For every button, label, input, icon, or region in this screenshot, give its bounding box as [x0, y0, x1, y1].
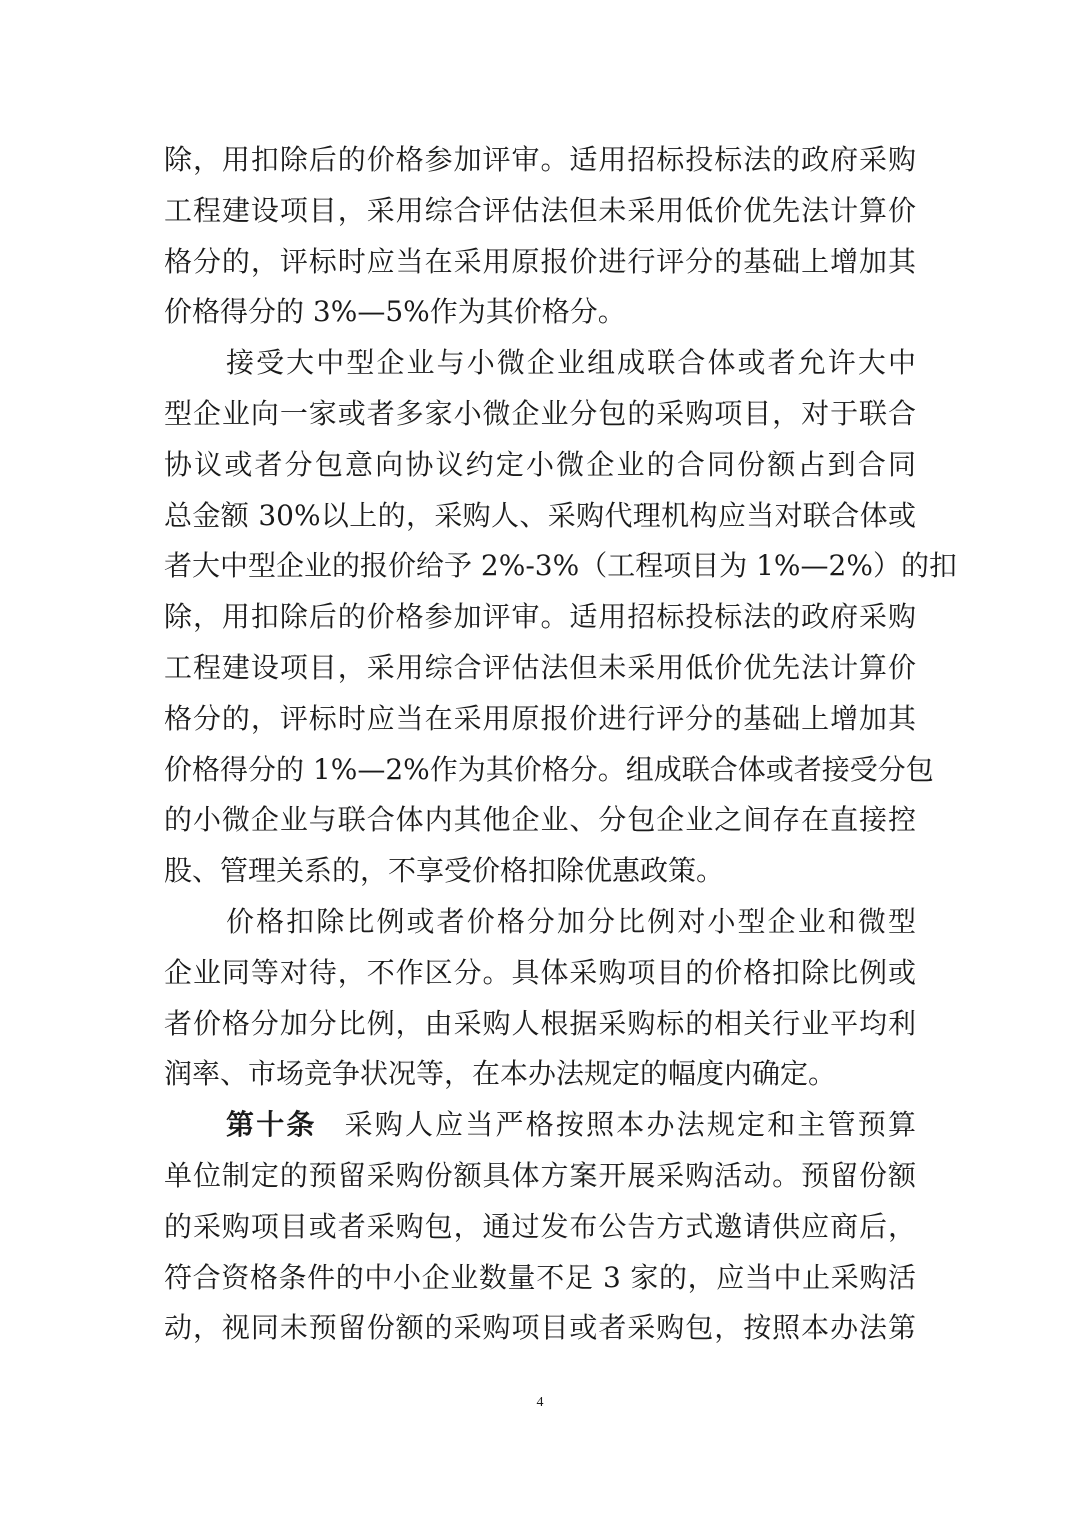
text-line: 价格得分的 1%—2%作为其价格分。组成联合体或者接受分包: [164, 752, 934, 786]
text-line: 价格扣除比例或者价格分加分比例对小型企业和微型: [226, 904, 916, 938]
article-text: 采购人应当严格按照本办法规定和主管预算: [344, 1108, 916, 1142]
text-line: 的采购项目或者采购包，通过发布公告方式邀请供应商后，: [164, 1209, 916, 1243]
text-line: 格分的，评标时应当在采用原报价进行评分的基础上增加其: [164, 701, 916, 735]
text-line: 格分的，评标时应当在采用原报价进行评分的基础上增加其: [164, 244, 916, 278]
text-line: 协议或者分包意向协议约定小微企业的合同份额占到合同: [164, 447, 916, 481]
text-line: 价格得分的 3%—5%作为其价格分。: [164, 295, 626, 329]
text-line: 润率、市场竞争状况等，在本办法规定的幅度内确定。: [164, 1057, 837, 1091]
text-line: 符合资格条件的中小企业数量不足 3 家的，应当中止采购活: [164, 1260, 916, 1294]
text-line: 动，视同未预留份额的采购项目或者采购包，按照本办法第: [164, 1311, 916, 1345]
text-line: 型企业向一家或者多家小微企业分包的采购项目，对于联合: [164, 396, 916, 430]
text-line: 工程建设项目，采用综合评估法但未采用低价优先法计算价: [164, 650, 916, 684]
text-line: 企业同等对待，不作区分。具体采购项目的价格扣除比例或: [164, 955, 916, 989]
text-line: 单位制定的预留采购份额具体方案开展采购活动。预留份额: [164, 1158, 916, 1192]
text-line: 工程建设项目，采用综合评估法但未采用低价优先法计算价: [164, 193, 916, 227]
text-line: 接受大中型企业与小微企业组成联合体或者允许大中: [226, 346, 916, 380]
text-line: 者价格分加分比例，由采购人根据采购标的相关行业平均利: [164, 1006, 916, 1040]
text-line: 除，用扣除后的价格参加评审。适用招标投标法的政府采购: [164, 143, 916, 176]
text-line: 除，用扣除后的价格参加评审。适用招标投标法的政府采购: [164, 600, 916, 634]
article-title: 第十条: [226, 1108, 317, 1142]
text-line: 股、管理关系的，不享受价格扣除优惠政策。: [164, 854, 725, 888]
text-line: 总金额 30%以上的，采购人、采购代理机构应当对联合体或: [164, 498, 916, 532]
text-line: 的小微企业与联合体内其他企业、分包企业之间存在直接控: [164, 803, 916, 837]
document-body: [164, 135, 957, 1354]
article-10-first-line: [164, 1100, 916, 1151]
page-number: 4: [536, 1395, 544, 1410]
text-line: 者大中型企业的报价给予 2%-3%（工程项目为 1%—2%）的扣: [164, 549, 957, 583]
